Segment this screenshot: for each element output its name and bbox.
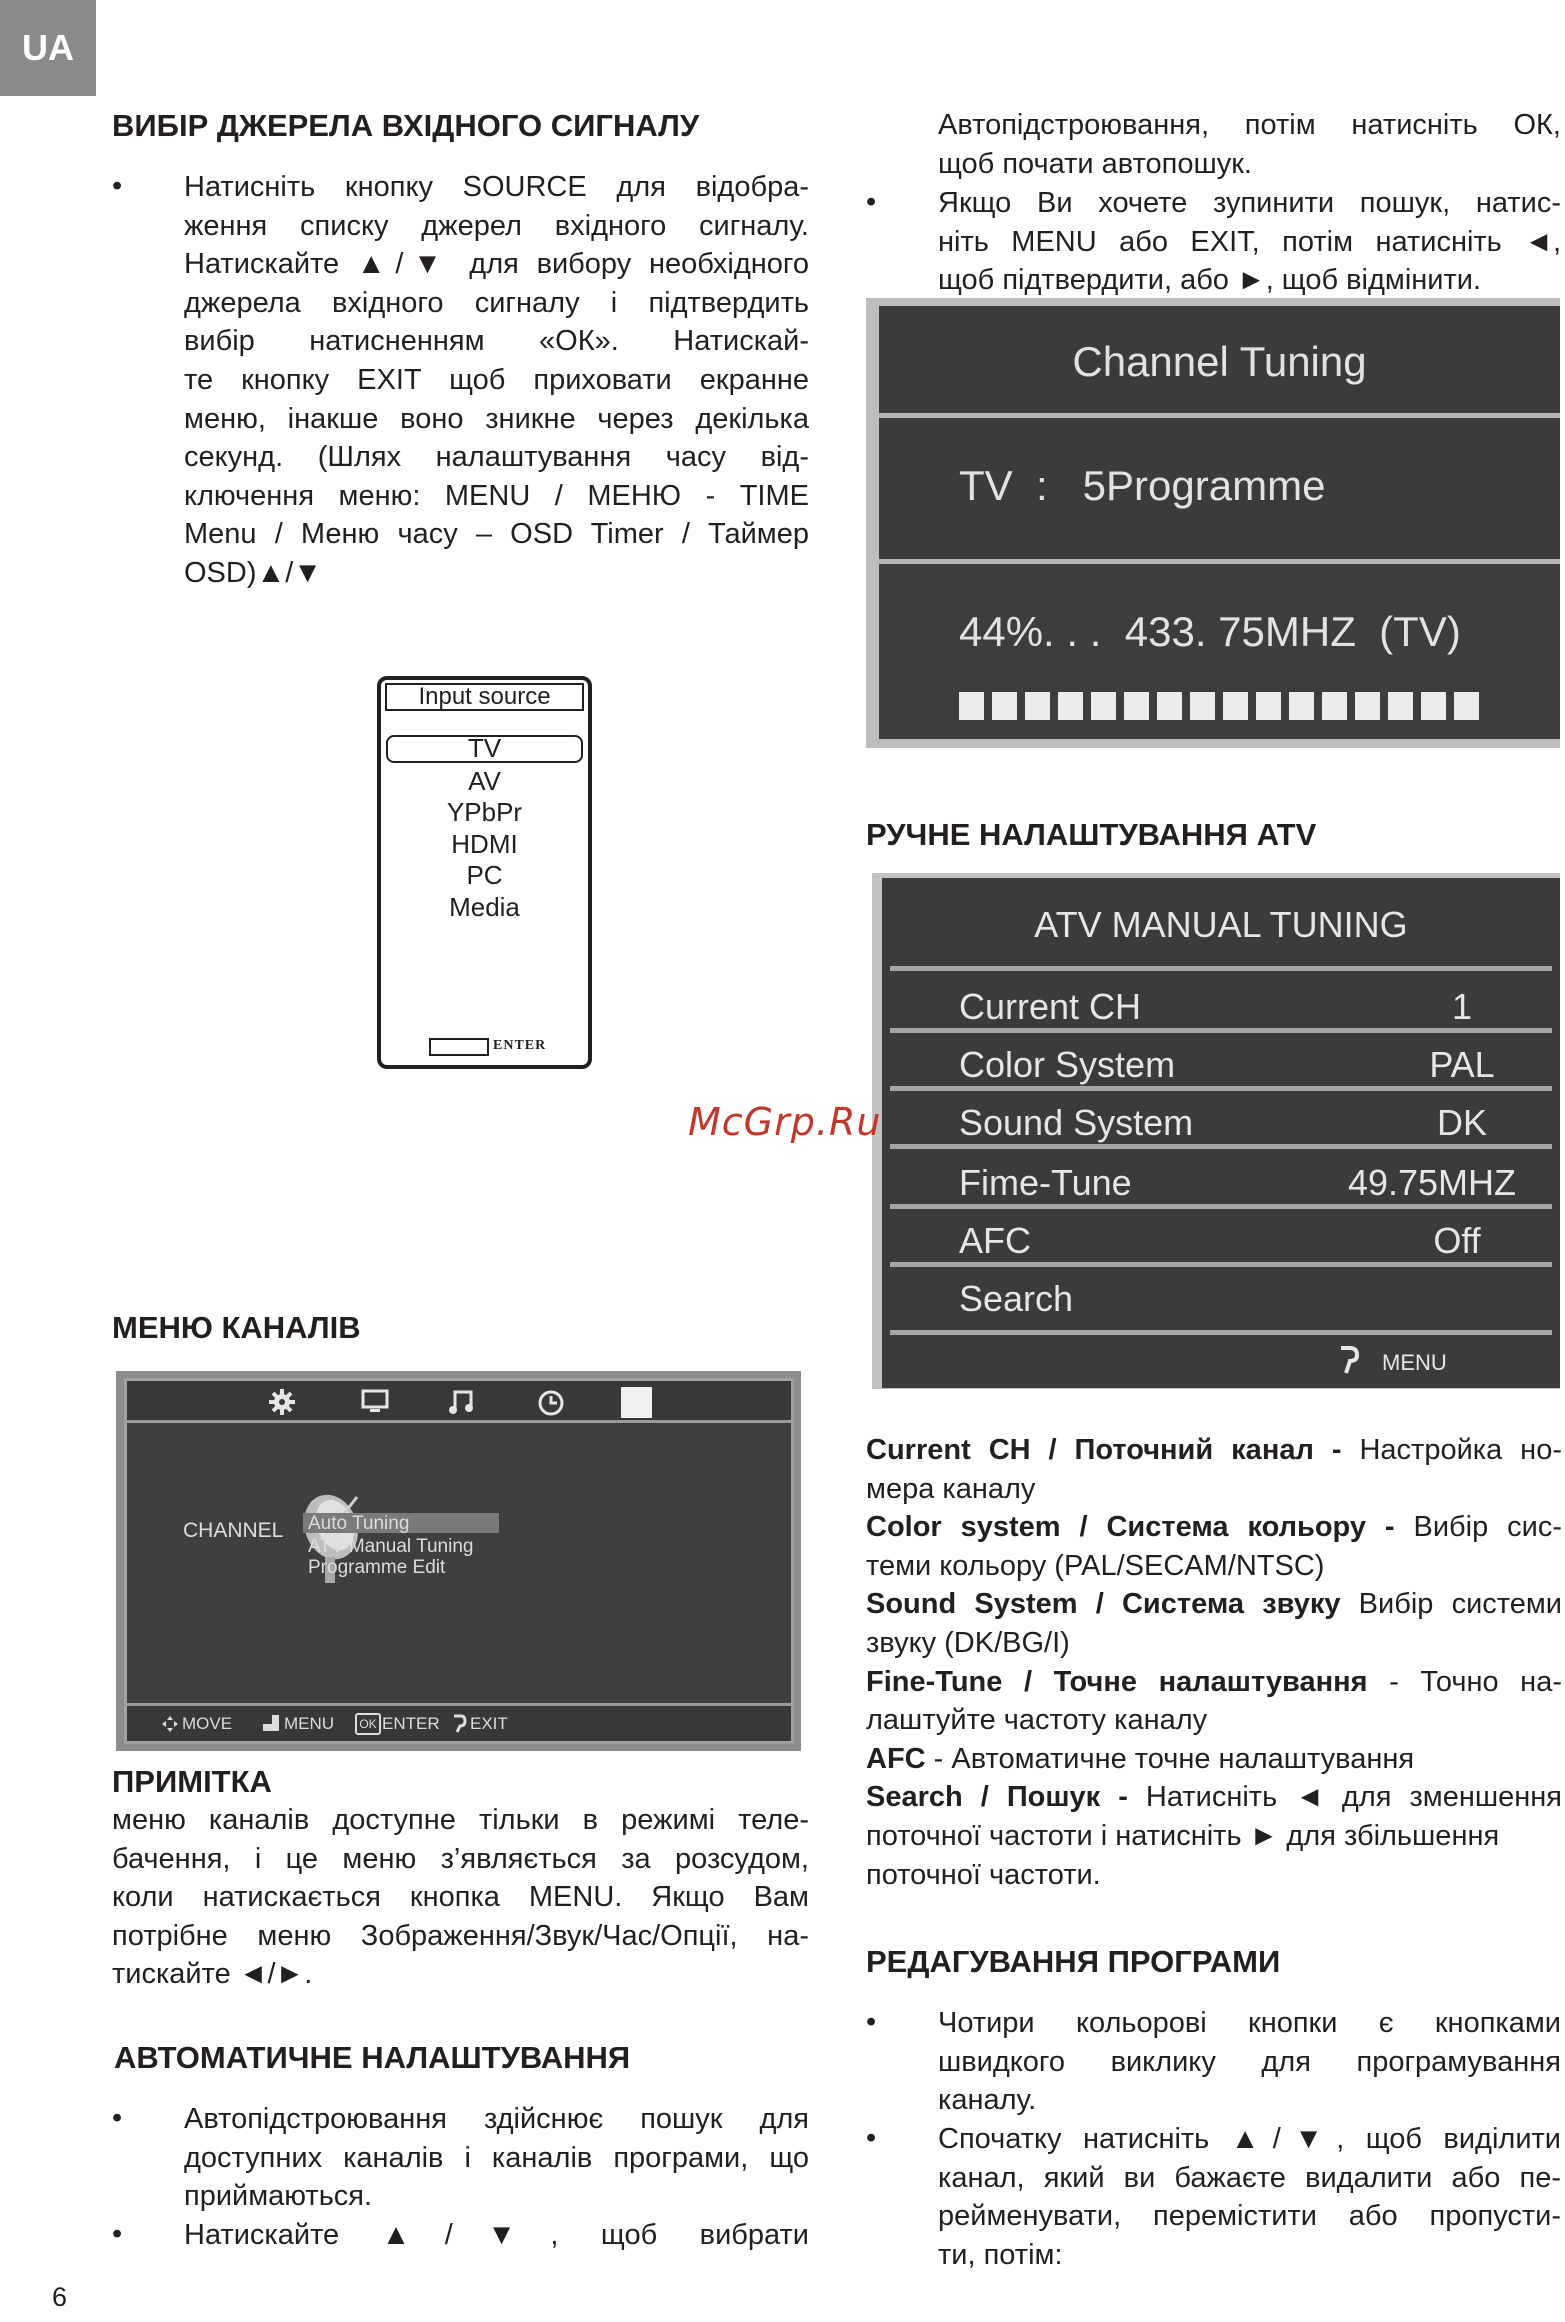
text-line: Якщо Ви хочете зупинити пошук, натис-	[938, 187, 1561, 219]
enter-key-box	[429, 1038, 489, 1056]
atv-row-sound-system-value: DK	[1436, 1102, 1487, 1143]
auto-tuning-bullet-2-start	[184, 2216, 809, 2255]
bullet-marker: •	[866, 2122, 877, 2154]
text-line: ніть MENU або EXIT, потім натисніть ◄,	[938, 225, 1561, 258]
bullet-marker: •	[866, 2006, 877, 2038]
menu-item-programme-edit[interactable]: Programme Edit	[308, 1557, 446, 1578]
progress-block	[1157, 692, 1182, 720]
atv-row-current-ch-label[interactable]: Current CH	[959, 986, 1142, 1027]
description-line: Fine-Tune / Точне налаштування - Точно на-	[866, 1665, 1562, 1698]
ok-key-icon: OK	[355, 1713, 381, 1735]
channel-osd-top-bar	[127, 1381, 791, 1423]
progress-block	[1256, 692, 1281, 720]
tuning-title-band	[879, 306, 1560, 418]
progress-block	[1058, 692, 1083, 720]
input-source-menu	[377, 676, 592, 1069]
progress-block	[1223, 692, 1248, 720]
auto-tuning-bullet-1	[184, 2100, 809, 2216]
footer-enter-label: ENTER	[382, 1714, 440, 1733]
source-item-tv[interactable]: TV	[467, 733, 502, 763]
divider	[890, 1144, 1552, 1149]
description-line: Color system / Система кольору - Вибір сис-	[866, 1511, 1562, 1544]
menu-return-icon	[1338, 1344, 1360, 1376]
description-line: Search / Пошук - Натисніть ◄ для зменшення	[866, 1781, 1562, 1814]
language-badge: UA	[0, 0, 96, 96]
enter-label: ENTER	[493, 1038, 547, 1053]
text-line: щоб підтвердити, або ►, щоб відмінити.	[938, 264, 1482, 297]
exit-return-icon	[451, 1713, 467, 1733]
tuning-title: Channel Tuning	[1072, 338, 1367, 385]
description-line: лаштуйте частоту каналу	[866, 1704, 1208, 1737]
progress-block	[1190, 692, 1215, 720]
atv-row-afc-value: Off	[1433, 1220, 1481, 1261]
description-line: поточної частоти і натисніть ► для збільшення	[866, 1820, 1500, 1852]
text-line: ти, потім:	[938, 2238, 1063, 2271]
description-line: теми кольору (PAL/SECAM/NTSC)	[866, 1549, 1325, 1582]
divider	[890, 1086, 1552, 1091]
progress-block	[1289, 692, 1314, 720]
monitor-icon[interactable]	[360, 1388, 390, 1416]
input-source-paragraph	[184, 168, 809, 593]
clock-icon[interactable]	[536, 1388, 566, 1418]
watermark: McGrp.Ru	[688, 1100, 882, 1144]
text-line: потрібне меню Зображення/Звук/Час/Опції, на-	[112, 1919, 809, 1952]
atv-row-sound-system-label[interactable]: Sound System	[959, 1102, 1194, 1143]
divider	[890, 1262, 1552, 1267]
text-line: Автопідстроювання, потім натисніть ОК,	[938, 109, 1561, 141]
tuning-progress-bar	[959, 692, 1479, 720]
description-line: звуку (DK/BG/I)	[866, 1627, 1070, 1659]
options-square-icon[interactable]	[621, 1387, 652, 1418]
atv-manual-heading: РУЧНЕ НАЛАШТУВАННЯ ATV	[866, 817, 1317, 852]
progress-block	[1454, 692, 1479, 720]
text-line: секунд. (Шлях налаштування часу від-	[184, 441, 809, 474]
bullet-marker: •	[112, 2102, 123, 2134]
text-line: доступних каналів і каналів програми, що	[184, 2141, 809, 2174]
text-line: OSD)▲/▼	[184, 556, 322, 589]
text-line: приймаються.	[184, 2180, 373, 2213]
page-number: 6	[52, 2282, 68, 2312]
progress-block	[1355, 692, 1380, 720]
channel-tuning-osd	[879, 306, 1560, 739]
bullet-marker: •	[866, 186, 877, 218]
divider	[890, 1330, 1552, 1335]
note-paragraph	[112, 1801, 809, 1994]
text-line: Натискайте ▲/▼, щоб вибрати	[184, 2219, 809, 2251]
description-line: поточної частоти.	[866, 1858, 1101, 1891]
progress-block	[1124, 692, 1149, 720]
footer-exit-label: EXIT	[470, 1714, 508, 1733]
footer-move-label: MOVE	[182, 1714, 233, 1733]
text-line: каналу.	[938, 2084, 1037, 2117]
footer-menu-label: MENU	[284, 1714, 335, 1733]
divider	[890, 1204, 1552, 1209]
progress-block	[1388, 692, 1413, 720]
text-line: Menu / Меню часу – OSD Timer / Таймер	[184, 518, 809, 551]
text-line: бачення, і це меню з’являється за розсудом,	[112, 1842, 809, 1875]
description-line: мера каналу	[866, 1472, 1036, 1505]
text-line: Натисніть кнопку SOURCE для відобра-	[184, 171, 809, 203]
text-line: щоб почати автопошук.	[938, 147, 1252, 180]
source-item-hdmi[interactable]: HDMI	[451, 829, 518, 859]
text-line: вибір натисненням «ОК». Натискай-	[184, 325, 809, 358]
text-line: те кнопку EXIT щоб приховати екранне	[184, 363, 809, 396]
text-line: рейменувати, перемістити або пропусти-	[938, 2200, 1561, 2233]
text-line: Натискайте ▲/▼ для вибору необхідного	[184, 248, 809, 281]
channels-menu-heading: МЕНЮ КАНАЛІВ	[112, 1310, 361, 1345]
divider	[890, 966, 1552, 971]
text-line: канал, який ви бажаєте видалити або пе-	[938, 2161, 1561, 2194]
text-line: коли натискається кнопка MENU. Якщо Вам	[112, 1881, 809, 1914]
program-edit-heading: РЕДАГУВАННЯ ПРОГРАМИ	[866, 1944, 1281, 1979]
source-item-pc[interactable]: PC	[466, 860, 503, 890]
text-line: ключення меню: MENU / МЕНЮ - TIME	[184, 479, 809, 512]
bullet-marker: •	[112, 170, 123, 202]
tuning-programme-band	[879, 418, 1560, 564]
text-line: джерела вхідного сигналу і підтвердить	[184, 286, 809, 319]
atv-title: ATV MANUAL TUNING	[1034, 904, 1408, 945]
progress-block	[992, 692, 1017, 720]
atv-row-fine-tune-value: 49.75MHZ	[1347, 1162, 1517, 1203]
description-line: Sound System / Система звуку Вибір системи	[866, 1588, 1562, 1621]
program-edit-bullet-1	[938, 2004, 1561, 2120]
tuning-programme: TV : 5Programme	[959, 462, 1326, 509]
progress-block	[959, 692, 984, 720]
text-line: меню, інакше воно зникне через декілька	[184, 402, 809, 435]
text-line: тискайте ◄/►.	[112, 1958, 313, 1991]
text-line: Автопідстроювання здійснює пошук для	[184, 2103, 809, 2135]
note-heading: ПРИМІТКА	[112, 1764, 272, 1799]
divider	[890, 1028, 1552, 1033]
progress-block	[1322, 692, 1347, 720]
menu-key-icon	[262, 1714, 280, 1732]
description-line: AFC - Автоматичне точне налаштування	[866, 1742, 1415, 1775]
source-item-av[interactable]: AV	[468, 766, 501, 796]
auto-tuning-bullet-3	[938, 184, 1561, 300]
tuning-progress-band	[879, 564, 1560, 739]
auto-tuning-heading: АВТОМАТИЧНЕ НАЛАШТУВАННЯ	[114, 2040, 631, 2075]
progress-block	[1421, 692, 1446, 720]
channel-osd-footer	[127, 1703, 791, 1741]
move-arrows-icon	[161, 1715, 179, 1733]
input-source-heading: ВИБІР ДЖЕРЕЛА ВХІДНОГО СИГНАЛУ	[112, 108, 700, 143]
menu-item-atv-manual-tuning[interactable]: ATV Manual Tuning	[308, 1536, 474, 1557]
text-line: ження списку джерел вхідного сигналу.	[184, 209, 809, 242]
music-note-icon[interactable]	[447, 1387, 475, 1417]
atv-row-search-label[interactable]: Search	[959, 1278, 1074, 1319]
description-line: Current CH / Поточний канал - Настройка но-	[866, 1434, 1562, 1466]
progress-block	[1025, 692, 1050, 720]
atv-footer-menu-label: MENU	[1382, 1350, 1447, 1375]
atv-row-fine-tune-label[interactable]: Fime-Tune	[959, 1162, 1132, 1203]
text-line: Чотири кольорові кнопки є кнопками	[938, 2007, 1561, 2039]
channel-category-label: CHANNEL	[183, 1519, 284, 1542]
source-item-media[interactable]: Media	[449, 892, 520, 922]
text-line: Спочатку натисніть ▲/▼, щоб виділити	[938, 2123, 1561, 2155]
input-source-menu-title: Input source	[385, 683, 584, 711]
atv-row-current-ch-value: 1	[1451, 986, 1473, 1027]
atv-row-color-system-value: PAL	[1429, 1044, 1495, 1085]
auto-tuning-bullet-2-cont	[938, 106, 1561, 183]
atv-row-color-system-label[interactable]: Color System	[959, 1044, 1176, 1085]
source-item-ypbpr[interactable]: YPbPr	[446, 797, 523, 827]
gear-icon[interactable]	[267, 1387, 297, 1417]
tuning-progress-text: 44%. . . 433. 75MHZ (TV)	[959, 608, 1461, 655]
text-line: меню каналів доступне тільки в режимі теле-	[112, 1804, 809, 1836]
atv-row-afc-label[interactable]: AFC	[959, 1220, 1031, 1261]
atv-manual-osd	[882, 878, 1560, 1388]
progress-block	[1091, 692, 1116, 720]
channel-osd	[124, 1378, 794, 1744]
bullet-marker: •	[112, 2218, 123, 2250]
text-line: швидкого виклику для програмування	[938, 2045, 1561, 2078]
menu-item-auto-tuning[interactable]: Auto Tuning	[308, 1513, 410, 1534]
program-edit-bullet-2	[938, 2120, 1561, 2274]
